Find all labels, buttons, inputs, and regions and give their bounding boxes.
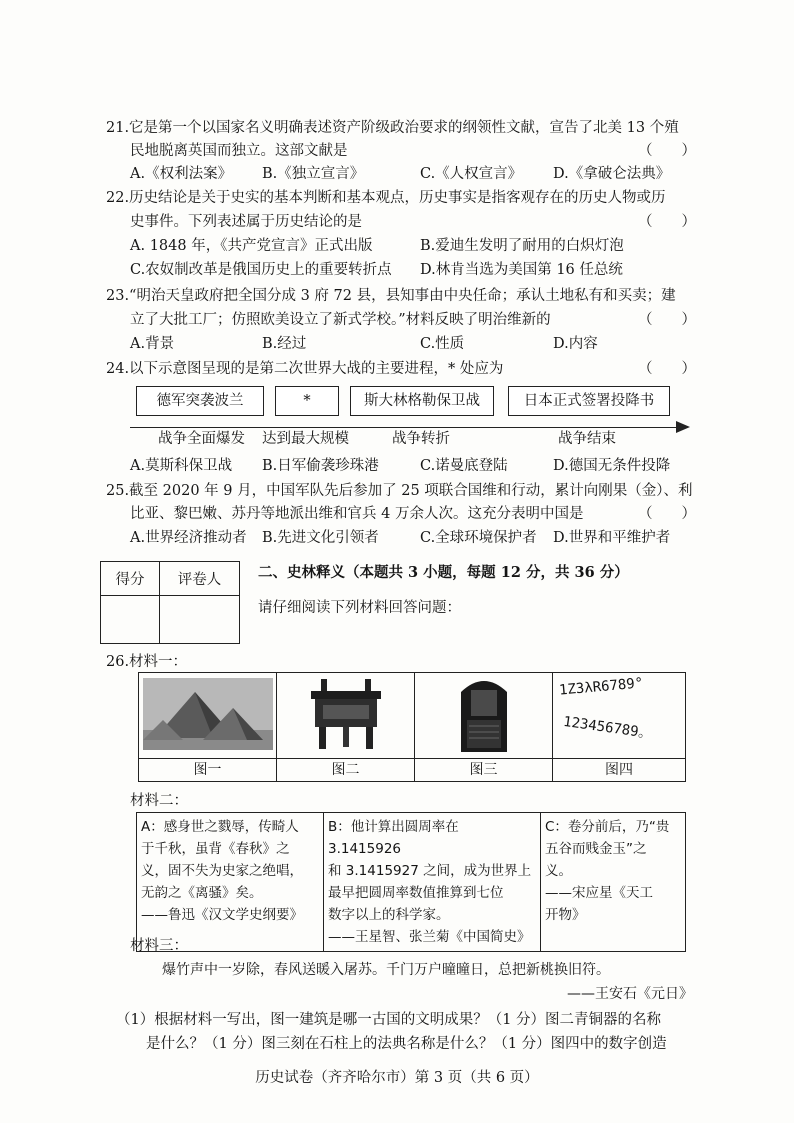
material2-table <box>136 812 686 952</box>
q21-option-a[interactable]: A.《权利法案》 <box>130 166 233 182</box>
q26-sub1-line1: （1）根据材料一写出，图一建筑是哪一古国的文明成果？（1 分）图二青铜器的名称 <box>116 1012 662 1028</box>
caption-figure4: 图四 <box>553 759 686 782</box>
poem-text: 爆竹声中一岁除，春风送暖入屠苏。千门万户曈曈日，总把新桃换旧符。 <box>162 962 610 978</box>
figure2-cell <box>277 673 415 759</box>
q26-material2-label: 材料二： <box>130 793 188 809</box>
q25-stem-line1: 25.截至 2020 年 9 月，中国军队先后参加了 25 项联合国维和行动，累计向刚果（金）、利 <box>106 483 693 499</box>
q22-option-d[interactable]: D.林肯当选为美国第 16 任总统 <box>420 262 623 278</box>
section2-title: 二、史林释义（本题共 3 小题，每题 12 分，共 36 分） <box>258 564 629 581</box>
q24-option-a[interactable]: A.莫斯科保卫战 <box>130 458 233 474</box>
timeline-box-2-blank: * <box>275 386 339 416</box>
score-header: 得分 <box>101 562 160 596</box>
q22-option-a[interactable]: A. 1848 年，《共产党宣言》正式出版 <box>130 238 373 254</box>
q24-option-c[interactable]: C.诺曼底登陆 <box>420 458 508 474</box>
timeline-box-4: 日本正式签署投降书 <box>508 386 670 416</box>
q25-option-a[interactable]: A.世界经济推动者 <box>130 530 247 546</box>
q23-answer-paren: （ ） <box>638 312 696 328</box>
q22-option-b[interactable]: B.爱迪生发明了耐用的白炽灯泡 <box>420 238 624 254</box>
caption-figure3: 图三 <box>415 759 553 782</box>
figure3-cell <box>415 673 553 759</box>
stone-stele-image <box>449 674 519 754</box>
q21-answer-paren: （ ） <box>638 143 696 159</box>
q21-option-d[interactable]: D.《拿破仑法典》 <box>553 166 671 182</box>
q24-stem: 24.以下示意图呈现的是第二次世界大战的主要进程，* 处应为 <box>106 361 504 377</box>
q24-option-b[interactable]: B.日军偷袭珍珠港 <box>262 458 379 474</box>
caption-figure1: 图一 <box>139 759 277 782</box>
timeline-box-1: 德军突袭波兰 <box>136 386 264 416</box>
q25-stem-line2: 比亚、黎巴嫩、苏丹等地派出维和官兵 4 万余人次。这充分表明中国是 <box>130 506 584 522</box>
q26-material1-label: 26.材料一： <box>106 654 188 670</box>
q24-option-d[interactable]: D.德国无条件投降 <box>553 458 671 474</box>
material2-cell-a: A：感身世之戮辱，传畸人 于千秋，虽背《春秋》之 义，固不失为史家之绝唱， 无韵之《离骚》矣。 ——鲁迅《汉文学史纲要》 <box>137 813 324 952</box>
q21-stem-line1: 21.它是第一个以国家名义明确表述资产阶级政治要求的纲领性文献，宣告了北美 13 个殖 <box>106 120 679 136</box>
q21-stem-line2: 民地脱离英国而独立。这部文献是 <box>130 143 348 159</box>
q24-answer-paren: （ ） <box>638 361 696 377</box>
q22-answer-paren: （ ） <box>638 214 696 230</box>
grader-cell[interactable] <box>160 596 240 644</box>
q26-material3-label: 材料三： <box>130 938 188 954</box>
q22-stem-line2: 史事件。下列表述属于历史结论的是 <box>130 214 362 230</box>
numerals-row2: 123456789。 <box>562 713 654 743</box>
score-cell[interactable] <box>101 596 160 644</box>
caption-figure2: 图二 <box>277 759 415 782</box>
q21-option-b[interactable]: B.《独立宣言》 <box>262 166 365 182</box>
q26-sub1-line2: 是什么？（1 分）图三刻在石柱上的法典名称是什么？（1 分）图四中的数字创造 <box>146 1036 667 1052</box>
material2-cell-b: B：他计算出圆周率在 3.1415926 和 3.1415927 之间，成为世界上 最早把圆周率数值推算到七位 数字以上的科学家。 ——王星智、张兰菊《中国简史》 <box>324 813 541 952</box>
page-footer: 历史试卷（齐齐哈尔市）第 3 页（共 6 页） <box>255 1070 539 1086</box>
score-table <box>100 561 240 644</box>
poem-source: ——王安石《元日》 <box>567 986 693 1002</box>
figure1-cell <box>139 673 277 759</box>
material1-image-table <box>138 672 686 782</box>
q23-option-b[interactable]: B.经过 <box>262 336 307 352</box>
q23-option-c[interactable]: C.性质 <box>420 336 465 352</box>
pyramid-image <box>143 678 273 750</box>
q21-option-c[interactable]: C.《人权宣言》 <box>420 166 523 182</box>
timeline-box-3: 斯大林格勒保卫战 <box>350 386 494 416</box>
grader-header: 评卷人 <box>160 562 240 596</box>
q23-stem-line2: 立了大批工厂；仿照欧美设立了新式学校。”材料反映了明治维新的 <box>130 312 551 328</box>
q22-stem-line1: 22.历史结论是关于史实的基本判断和基本观点，历史事实是指客观存在的历史人物或历 <box>106 190 666 206</box>
stage-label-1: 战争全面爆发 <box>158 431 245 447</box>
bronze-ding-image <box>301 675 391 753</box>
numerals-row1: 1Z3λR6789° <box>558 675 644 699</box>
material2-cell-c: C：卷分前后，乃“贵 五谷而贱金玉”之 义。 ——宋应星《天工 开物》 <box>541 813 686 952</box>
q25-option-b[interactable]: B.先进文化引领者 <box>262 530 379 546</box>
stage-label-4: 战争结束 <box>558 431 616 447</box>
q25-option-c[interactable]: C.全球环境保护者 <box>420 530 537 546</box>
timeline-arrowhead <box>676 421 690 433</box>
q23-option-d[interactable]: D.内容 <box>553 336 598 352</box>
stage-label-3: 战争转折 <box>392 431 450 447</box>
q22-option-c[interactable]: C.农奴制改革是俄国历史上的重要转折点 <box>130 262 392 278</box>
section2-instruction: 请仔细阅读下列材料回答问题： <box>258 600 461 616</box>
q23-stem-line1: 23.“明治天皇政府把全国分成 3 府 72 县，县知事由中央任命；承认土地私有和买卖；建 <box>106 288 676 304</box>
q25-answer-paren: （ ） <box>638 506 696 522</box>
stage-label-2: 达到最大规模 <box>262 431 349 447</box>
figure4-cell <box>553 673 686 759</box>
timeline-arrow <box>130 427 678 428</box>
q25-option-d[interactable]: D.世界和平维护者 <box>553 530 671 546</box>
q23-option-a[interactable]: A.背景 <box>130 336 175 352</box>
